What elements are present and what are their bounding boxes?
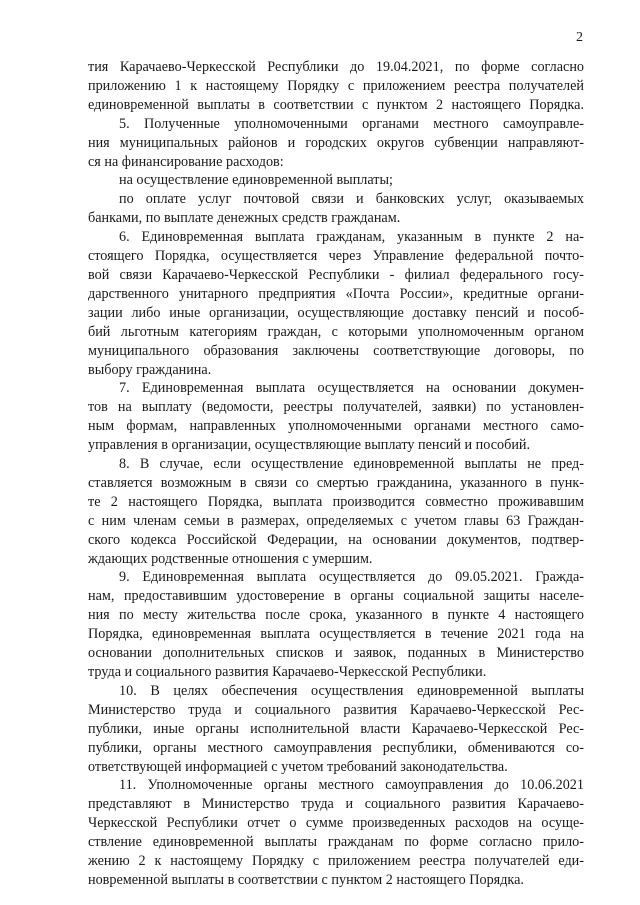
text-line: ния муниципальных районов и городских округов субвенции направляют-: [88, 134, 584, 151]
text-line: 5. Полученные уполномоченными органами местного самоуправле-: [119, 115, 584, 132]
text-line: ского кодекса Российской Федерации, на основании документов, подтвер-: [88, 531, 584, 548]
text-line: зации либо иные организации, осуществляющие доставку пенсий и пособ-: [88, 304, 584, 321]
text-line: ждающих родственные отношения с умершим.: [88, 550, 373, 567]
document-body: [88, 58, 584, 890]
text-line: стоящего Порядка, осуществляется через Управление федеральной почто-: [88, 248, 584, 265]
text-line: ответствующей информацией с учетом требований законодательства.: [88, 758, 508, 775]
text-line: жению 2 к настоящему Порядку с приложением реестра получателей еди-: [88, 853, 584, 870]
text-line: публики, иные органы исполнительной власти Карачаево-Черкесской Рес-: [88, 720, 584, 737]
text-line: тов на выплату (ведомости, реестры получателей, заявки) по установлен-: [88, 399, 584, 416]
paragraph-subitem-2: [88, 190, 584, 228]
text-line: вой связи Карачаево-Черкесской Республики - филиал федерального госу-: [88, 266, 584, 283]
text-line: те 2 настоящего Порядка, выплата производится совместно проживавшим: [88, 493, 584, 510]
text-line: на осуществление единовременной выплаты;: [119, 172, 393, 189]
text-line: 7. Единовременная выплата осуществляется на основании докумен-: [119, 380, 584, 397]
text-line: Черкесской Республики отчет о сумме произведенных расходов на осуще-: [88, 815, 584, 832]
paragraph-item-11: [88, 776, 584, 889]
text-line: по оплате услуг почтовой связи и банковских услуг, оказываемых: [119, 191, 584, 208]
text-line: ния по месту жительства после срока, указанного в пункте 4 настоящего: [88, 607, 584, 624]
paragraph-continuation: [88, 58, 584, 115]
text-line: управления в организации, осуществляющие выплату пенсий и пособий.: [88, 437, 531, 454]
text-line: ставляется возможным в связи со смертью гражданина, указанного в пунк-: [88, 474, 584, 491]
text-line: банками, по выплате денежных средств гражданам.: [88, 210, 401, 227]
text-line: выбору гражданина.: [88, 361, 212, 378]
text-line: ствление единовременной выплаты гражданам по форме согласно прило-: [88, 834, 584, 851]
paragraph-item-5: [88, 115, 584, 172]
text-line: Порядка, единовременная выплата осуществляется в течение 2021 года на: [88, 626, 584, 643]
text-line: 8. В случае, если осуществление единовременной выплаты не пред-: [119, 456, 584, 473]
text-line: публики, органы местного самоуправления республики, обмениваются со-: [88, 739, 584, 756]
text-line: 10. В целях обеспечения осуществления единовременной выплаты: [119, 682, 584, 699]
text-line: 6. Единовременная выплата гражданам, указанным в пункте 2 на-: [119, 229, 584, 246]
text-line: дарственного унитарного предприятия «Почта России», кредитные органи-: [88, 285, 584, 302]
text-line: с ним членам семьи в размерах, определяемых с учетом главы 63 Граждан-: [88, 512, 584, 529]
text-line: ным формам, направленных уполномоченными органами местного само-: [88, 418, 584, 435]
text-line: Министерство труда и социального развития Карачаево-Черкесской Рес-: [88, 701, 584, 718]
text-line: 11. Уполномоченные органы местного самоуправления до 10.06.2021: [119, 777, 584, 794]
page-number: 2: [576, 30, 583, 45]
text-line: представляют в Министерство труда и социального развития Карачаево-: [88, 796, 584, 813]
paragraph-item-9: [88, 568, 584, 681]
text-line: основании дополнительных списков и заявок, поданных в Министерство: [88, 645, 584, 662]
paragraph-subitem-1: [88, 171, 584, 190]
text-line: новременной выплаты в соответствии с пунктом 2 настоящего Порядка.: [88, 871, 524, 888]
paragraph-item-8: [88, 455, 584, 568]
text-line: труда и социального развития Карачаево-Черкесской Республики.: [88, 664, 487, 680]
text-line: 9. Единовременная выплата осуществляется до 09.05.2021. Гражда-: [119, 569, 584, 586]
text-line: бий льготным категориям граждан, с которыми уполномоченным органом: [88, 323, 584, 340]
paragraph-item-6: [88, 228, 584, 379]
text-line: тия Карачаево-Черкесской Республики до 19.04.2021, по форме согласно: [88, 59, 584, 75]
text-line: единовременной выплаты в соответствии с пунктом 2 настоящего Порядка.: [88, 96, 584, 113]
text-line: муниципального образования заключены соответствующие договоры, по: [88, 342, 584, 359]
text-line: приложению 1 к настоящему Порядку с приложением реестра получателей: [88, 77, 584, 94]
text-line: нам, предоставившим удостоверение в органы социальной защиты населе-: [88, 588, 584, 605]
text-line: ся на финансирование расходов:: [88, 153, 284, 170]
paragraph-item-7: [88, 379, 584, 455]
paragraph-item-10: [88, 682, 584, 777]
